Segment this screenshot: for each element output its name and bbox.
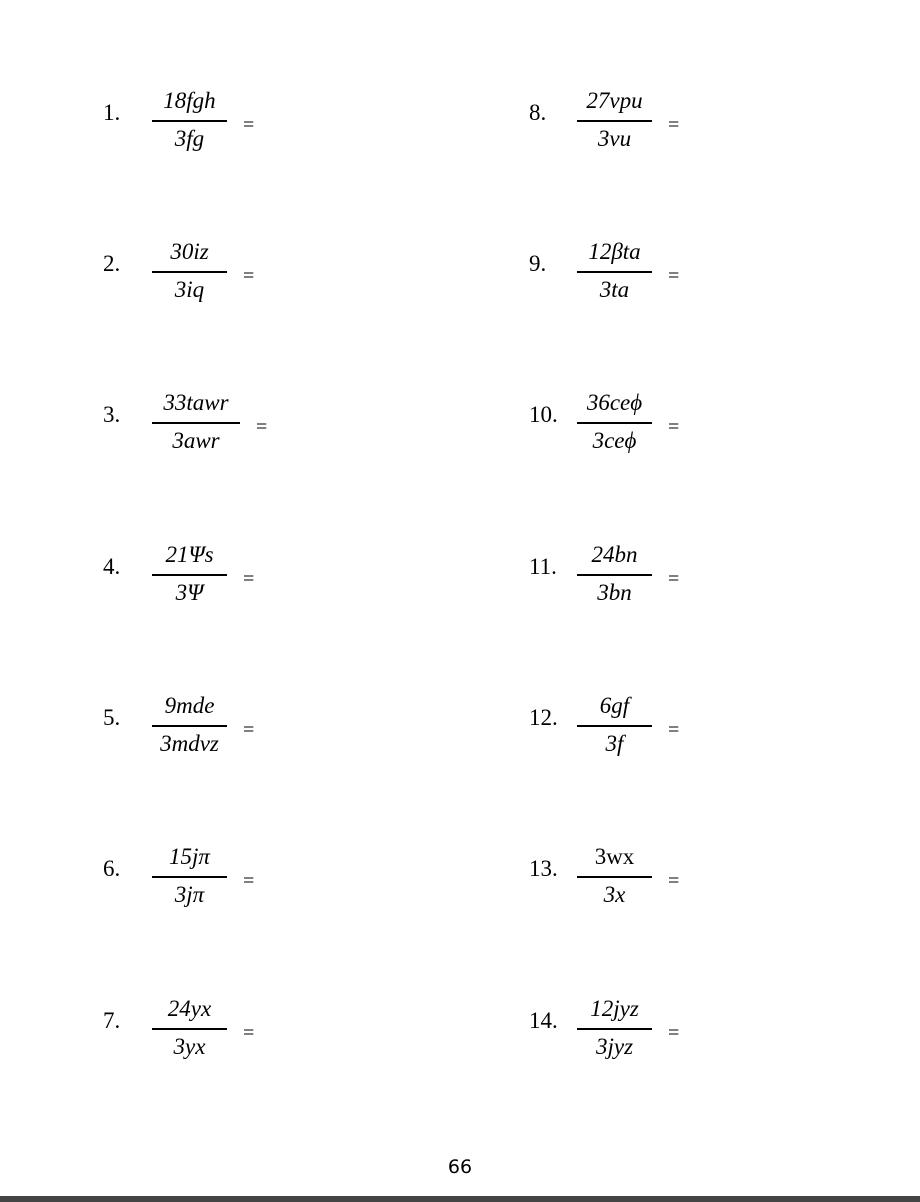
numerator: 3wx [594,844,635,869]
numerator: 24bn [591,542,638,567]
fraction [577,842,652,914]
fraction [577,540,652,612]
problem-number: 6. [103,856,121,881]
problem-number: 5. [103,705,121,730]
fraction-bar [152,574,227,576]
page-number: 66 [447,1156,473,1178]
numerator: 27vpu [586,88,643,113]
fraction [152,842,227,914]
equals-sign: = [668,114,680,136]
denominator: 3mdvz [160,731,219,756]
denominator: 3ta [599,277,630,302]
problem-number: 14. [529,1008,558,1033]
problem-number: 4. [103,554,121,579]
equals-sign: = [256,416,268,438]
problem-number: 12. [529,705,558,730]
denominator: 3fg [174,126,205,151]
denominator: 3x [603,882,626,907]
problem-number: 2. [103,251,121,276]
equals-sign: = [668,1022,680,1044]
equals-sign: = [668,265,680,287]
problem-number: 13. [529,856,558,881]
denominator: 3vu [597,126,632,151]
equals-sign: = [668,568,680,590]
fraction-bar [577,1028,652,1030]
equals-sign: = [243,1022,255,1044]
numerator: 6gf [599,693,630,718]
denominator: 3iq [174,277,205,302]
denominator: 3bn [597,580,632,605]
fraction-bar [577,271,652,273]
denominator: 3awr [172,428,220,453]
fraction [577,86,652,158]
numerator: 12jyz [590,996,639,1021]
fraction-bar [152,422,240,424]
fraction-bar [152,725,227,727]
numerator: 33tawr [163,390,229,415]
fraction-bar [152,1028,227,1030]
numerator: 12βta [588,239,641,264]
problem-number: 7. [103,1008,121,1033]
numerator: 9mde [164,693,215,718]
numerator: 30iz [170,239,209,264]
problem-number: 8. [529,100,547,125]
equals-sign: = [243,114,255,136]
fraction-bar [577,876,652,878]
numerator: 18fgh [163,88,216,113]
numerator: 36ceϕ [586,390,643,415]
fraction-bar [152,120,227,122]
fraction-bar [152,876,227,878]
numerator: 24yx [167,996,212,1021]
denominator: 3Ψ [175,580,204,605]
problem-number: 11. [529,554,557,579]
equals-sign: = [668,416,680,438]
problem-number: 1. [103,100,121,125]
fraction [577,994,652,1066]
fraction-bar [577,725,652,727]
numerator: 15jπ [169,844,210,869]
problem-number: 3. [103,402,121,427]
bottom-rule [0,1196,920,1202]
equals-sign: = [668,870,680,892]
fraction [152,86,227,158]
fraction-bar [577,422,652,424]
problem-number: 9. [529,251,547,276]
denominator: 3ceϕ [592,428,637,453]
fraction [152,691,227,763]
numerator: 21Ψs [165,542,214,567]
fraction [152,994,227,1066]
denominator: 3jyz [595,1034,634,1059]
fraction-bar [152,271,227,273]
fraction-bar [577,120,652,122]
fraction [577,237,652,309]
equals-sign: = [668,719,680,741]
equals-sign: = [243,870,255,892]
fraction [152,540,227,612]
fraction [577,691,652,763]
equals-sign: = [243,568,255,590]
problem-number: 10. [529,402,558,427]
denominator: 3f [605,731,624,756]
fraction [577,388,652,460]
equals-sign: = [243,265,255,287]
equals-sign: = [243,719,255,741]
denominator: 3yx [173,1034,206,1059]
denominator: 3jπ [174,882,205,907]
fraction-bar [577,574,652,576]
fraction [152,237,227,309]
fraction [152,388,240,460]
